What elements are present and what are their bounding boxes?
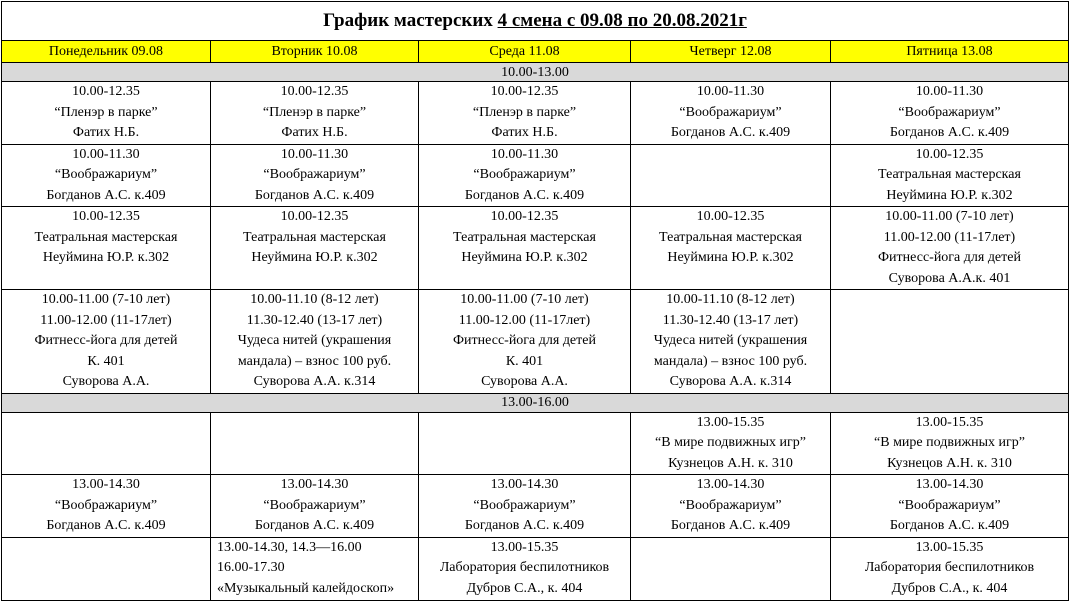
cell-line: Богданов А.С. к.409 xyxy=(670,125,791,140)
cell-line: Чудеса нитей (украшения xyxy=(237,333,392,348)
day-header: Вторник 10.08 xyxy=(211,41,419,63)
cell-line: Театральная мастерская xyxy=(659,229,802,245)
cell-line: 13.00-14.30 xyxy=(72,477,140,492)
cell-line: 13.00-15.35 xyxy=(915,539,984,555)
empty-cell xyxy=(631,144,831,207)
cell-line: 11.30-12.40 (13-17 лет) xyxy=(662,312,799,328)
cell-line: 10.00-12.35 xyxy=(490,84,559,99)
cell-line: “Пленэр в парке” xyxy=(54,104,158,120)
cell-line: Кузнецов А.Н. к. 310 xyxy=(887,455,1012,471)
day-header: Понедельник 09.08 xyxy=(2,41,211,63)
cell-line: Фитнесс-йога для детей xyxy=(34,333,178,348)
schedule-row xyxy=(2,82,1069,145)
cell-line: “В мире подвижных игр” xyxy=(874,435,1025,450)
cell-line: Лаборатория беспилотников xyxy=(439,560,610,575)
cell-line: «Музыкальный калейдоскоп» xyxy=(217,580,395,596)
cell-line: Кузнецов А.Н. к. 310 xyxy=(668,455,793,471)
workshop-cell xyxy=(211,207,419,290)
cell-line: 11.00-12.00 (11-17лет) xyxy=(883,229,1016,245)
workshop-cell xyxy=(631,412,831,475)
cell-line: Дубров С.А., к. 404 xyxy=(466,580,583,596)
workshop-cell xyxy=(631,475,831,538)
empty-cell xyxy=(419,412,631,475)
cell-line: Богданов А.С. к.409 xyxy=(254,187,375,203)
cell-line: Богданов А.С. к.409 xyxy=(670,518,791,533)
cell-line: Фатих Н.Б. xyxy=(281,125,348,140)
cell-line: Богданов А.С. к.409 xyxy=(46,187,166,203)
title-prefix: График мастерских xyxy=(323,10,498,31)
cell-line: Богданов А.С. к.409 xyxy=(464,518,585,533)
cell-line: “Воображариум” xyxy=(898,104,1001,120)
cell-line: 13.00-14.30 xyxy=(490,477,559,492)
cell-line: Суворова А.А. к.314 xyxy=(669,374,792,389)
title-period: 4 смена с 09.08 по 20.08.2021г xyxy=(497,10,747,31)
workshop-cell xyxy=(831,475,1069,538)
cell-line: 13.00-14.30 xyxy=(696,477,765,492)
cell-line: 10.00-11.30 xyxy=(696,84,765,99)
cell-line: Суворова А.А. xyxy=(62,374,150,389)
empty-cell xyxy=(211,412,419,475)
cell-line: К. 401 xyxy=(505,353,544,369)
cell-line: 10.00-11.00 (7-10 лет) xyxy=(460,292,589,307)
cell-line: Театральная мастерская xyxy=(878,167,1021,182)
cell-line: Суворова А.А.к. 401 xyxy=(888,270,1011,286)
cell-line: 13.00-15.35 xyxy=(696,414,765,430)
cell-line: Богданов А.С. к.409 xyxy=(464,187,585,203)
workshop-cell xyxy=(2,207,211,290)
workshop-cell xyxy=(631,207,831,290)
time-band-morning: 10.00-13.00 xyxy=(2,63,1069,82)
cell-line: “Воображариум” xyxy=(54,167,158,182)
workshop-cell xyxy=(831,82,1069,145)
schedule-row xyxy=(2,412,1069,475)
cell-line: 10.00-12.35 xyxy=(72,84,140,99)
cell-line: Богданов А.С. к.409 xyxy=(889,125,1010,140)
workshop-cell xyxy=(631,82,831,145)
cell-line: Фитнесс-йога для детей xyxy=(878,250,1021,265)
cell-line: 10.00-11.30 xyxy=(915,84,984,99)
cell-line: 10.00-11.30 xyxy=(72,146,140,162)
cell-line: “Воображариум” xyxy=(898,497,1001,513)
schedule-row xyxy=(2,144,1069,207)
workshop-cell xyxy=(831,537,1069,600)
workshop-cell xyxy=(419,290,631,394)
cell-line: 10.00-12.35 xyxy=(280,209,349,224)
cell-line: 10.00-12.35 xyxy=(72,209,140,224)
cell-line: 10.00-12.35 xyxy=(696,209,765,224)
cell-line: Неуймина Ю.Р. к.302 xyxy=(251,250,378,265)
cell-line: “Воображариум” xyxy=(679,104,782,120)
cell-line: Лаборатория беспилотников xyxy=(864,560,1035,575)
workshop-cell xyxy=(419,537,631,600)
cell-line: Богданов А.С. к.409 xyxy=(254,518,375,533)
cell-line: Неуймина Ю.Р. к.302 xyxy=(42,250,170,265)
workshop-cell xyxy=(419,475,631,538)
cell-line: “В мире подвижных игр” xyxy=(655,435,806,450)
empty-cell xyxy=(2,412,211,475)
schedule-row xyxy=(2,207,1069,290)
cell-line: 11.00-12.00 (11-17лет) xyxy=(458,312,591,328)
day-header: Пятница 13.08 xyxy=(831,41,1069,63)
schedule-table xyxy=(1,1,1069,601)
cell-line: 11.00-12.00 (11-17лет) xyxy=(40,312,172,328)
cell-line: Дубров С.А., к. 404 xyxy=(891,580,1008,596)
cell-line: 10.00-11.30 xyxy=(490,146,559,162)
workshop-cell xyxy=(211,290,419,394)
cell-line: мандала) – взнос 100 руб. xyxy=(237,353,392,369)
cell-line: 13.00-14.30 xyxy=(280,477,349,492)
cell-line: 10.00-12.35 xyxy=(490,209,559,224)
workshop-cell xyxy=(419,207,631,290)
empty-cell xyxy=(2,537,211,600)
day-header: Четверг 12.08 xyxy=(631,41,831,63)
workshop-cell xyxy=(419,144,631,207)
cell-line: Театральная мастерская xyxy=(34,229,178,245)
cell-line: “Воображариум” xyxy=(473,497,576,513)
cell-line: “Пленэр в парке” xyxy=(262,104,367,120)
cell-line: Чудеса нитей (украшения xyxy=(653,333,808,348)
workshop-cell xyxy=(831,144,1069,207)
title-row xyxy=(2,2,1069,41)
workshop-cell xyxy=(211,475,419,538)
cell-line: 10.00-11.30 xyxy=(280,146,349,162)
schedule-row xyxy=(2,475,1069,538)
cell-line: Суворова А.А. xyxy=(481,374,568,389)
workshop-cell xyxy=(2,290,211,394)
day-header-row xyxy=(2,41,1069,63)
cell-line: 10.00-11.10 (8-12 лет) xyxy=(250,292,379,307)
cell-line: Театральная мастерская xyxy=(453,229,596,245)
workshop-cell xyxy=(211,537,419,600)
cell-line: 16.00-17.30 xyxy=(217,560,285,575)
cell-line: 10.00-12.35 xyxy=(280,84,349,99)
cell-line: 10.00-12.35 xyxy=(915,146,984,162)
empty-cell xyxy=(631,537,831,600)
cell-line: Неуймина Ю.Р. к.302 xyxy=(461,250,588,265)
cell-line: “Пленэр в парке” xyxy=(472,104,577,120)
cell-line: 13.00-14.30, 14.3—16.00 xyxy=(217,539,362,555)
workshop-cell xyxy=(211,144,419,207)
cell-line: Неуймина Ю.Р. к.302 xyxy=(886,187,1013,203)
cell-line: Богданов А.С. к.409 xyxy=(889,518,1010,533)
time-band-row xyxy=(2,393,1069,412)
cell-line: “Воображариум” xyxy=(679,497,782,513)
cell-line: “Воображариум” xyxy=(263,497,366,513)
cell-line: “Воображариум” xyxy=(263,167,366,182)
schedule-row xyxy=(2,290,1069,394)
cell-line: Богданов А.С. к.409 xyxy=(46,518,166,533)
time-band-afternoon: 13.00-16.00 xyxy=(2,393,1069,412)
cell-line: 11.30-12.40 (13-17 лет) xyxy=(246,312,383,328)
workshop-cell xyxy=(211,82,419,145)
workshop-cell xyxy=(2,475,211,538)
cell-line: 13.00-15.35 xyxy=(490,539,559,555)
cell-line: Неуймина Ю.Р. к.302 xyxy=(667,250,794,265)
time-band-row xyxy=(2,63,1069,82)
cell-line: 10.00-11.10 (8-12 лет) xyxy=(666,292,795,307)
cell-line: Театральная мастерская xyxy=(243,229,386,245)
workshop-cell xyxy=(419,82,631,145)
cell-line: Фитнесс-йога для детей xyxy=(453,333,596,348)
cell-line: 13.00-15.35 xyxy=(915,414,984,430)
empty-cell xyxy=(831,290,1069,394)
cell-line: Фатих Н.Б. xyxy=(491,125,558,140)
cell-line: 13.00-14.30 xyxy=(915,477,984,492)
cell-line: “Воображариум” xyxy=(473,167,576,182)
workshop-cell xyxy=(831,412,1069,475)
workshop-cell xyxy=(631,290,831,394)
cell-line: 10.00-11.00 (7-10 лет) xyxy=(41,292,171,307)
workshop-cell xyxy=(2,144,211,207)
workshop-cell xyxy=(831,207,1069,290)
cell-line: “Воображариум” xyxy=(54,497,158,513)
cell-line: 10.00-11.00 (7-10 лет) xyxy=(885,209,1014,224)
schedule-title xyxy=(2,2,1069,41)
day-header: Среда 11.08 xyxy=(419,41,631,63)
cell-line: К. 401 xyxy=(87,353,125,369)
schedule-row xyxy=(2,537,1069,600)
cell-line: Фатих Н.Б. xyxy=(72,125,140,140)
cell-line: мандала) – взнос 100 руб. xyxy=(653,353,808,369)
workshop-cell xyxy=(2,82,211,145)
cell-line: Суворова А.А. к.314 xyxy=(253,374,376,389)
